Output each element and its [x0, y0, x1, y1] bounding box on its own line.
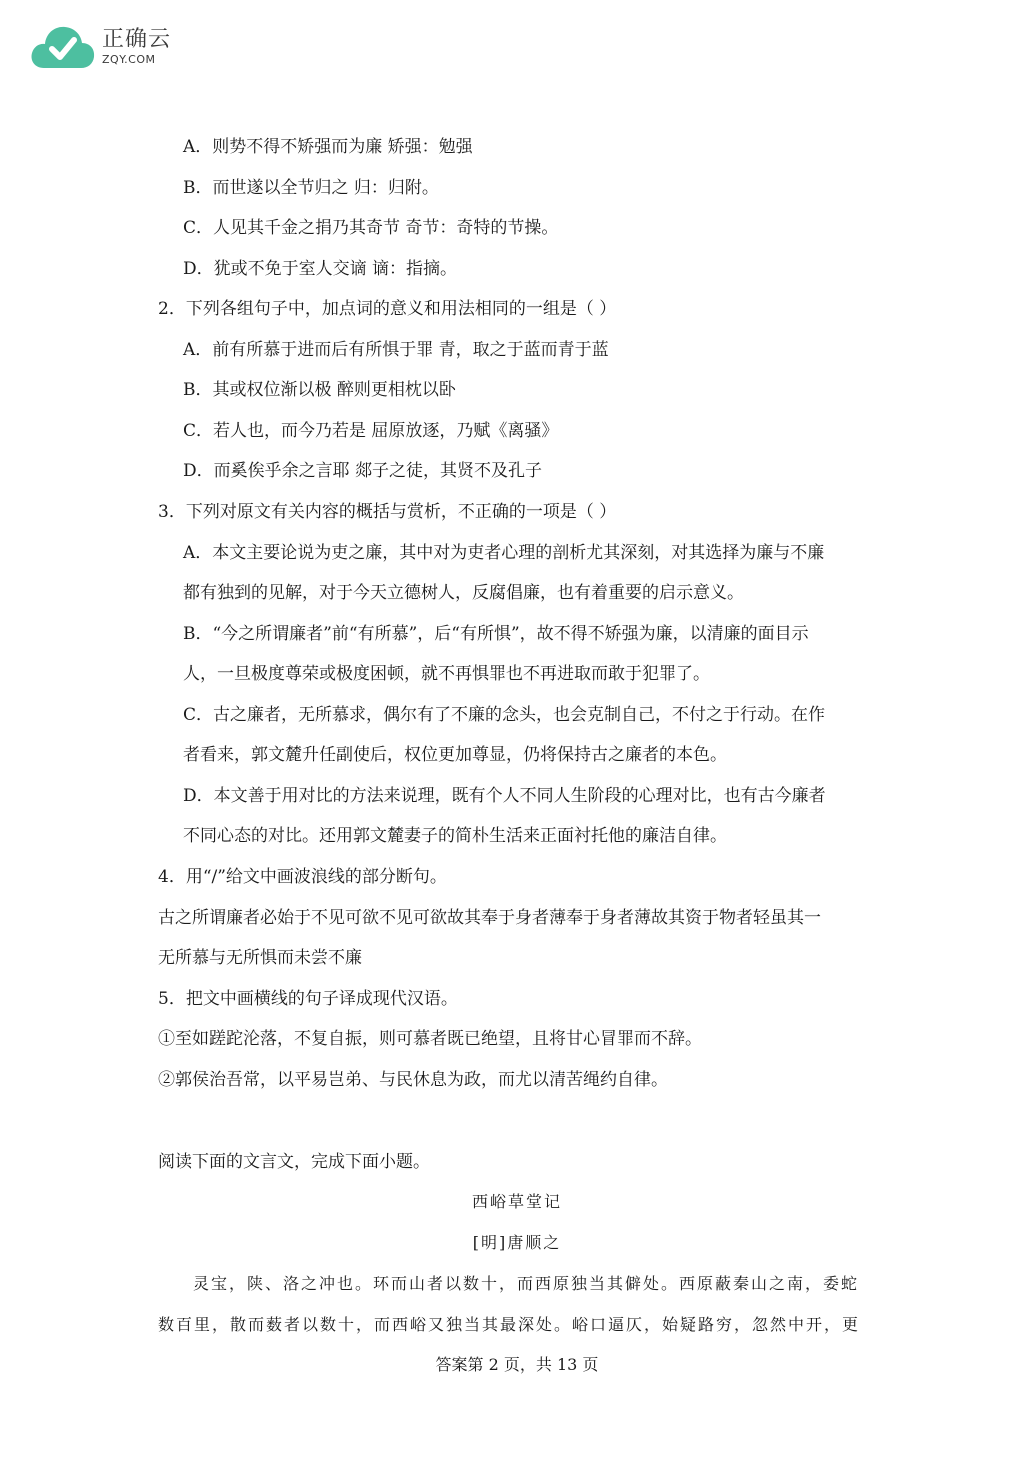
q4-text-line: 古之所谓廉者必始于不见可欲不见可欲故其奉于身者薄奉于身者薄故其资于物者轻虽其一	[158, 908, 821, 928]
q5-stem: 5．把文中画横线的句子译成现代汉语。	[158, 989, 458, 1009]
q4-text-line: 无所慕与无所惧而未尝不廉	[158, 948, 362, 968]
q2-stem: 2．下列各组句子中，加点词的意义和用法相同的一组是（ ）	[158, 299, 617, 319]
q1-option-c: C．人见其千金之捐乃其奇节 奇节：奇特的节操。	[183, 218, 559, 238]
q1-option-d: D．犹或不免于室人交谪 谪：指摘。	[183, 259, 458, 279]
brand-name-cn: 正确云	[102, 27, 172, 52]
q2-option-b: B．其或权位渐以极 醉则更相枕以卧	[183, 380, 456, 400]
q1-option-a: A．则势不得不矫强而为廉 矫强：勉强	[183, 137, 473, 157]
q1-option-b: B．而世遂以全节归之 归：归附。	[183, 178, 439, 198]
q3-line: B．“今之所谓廉者”前“有所慕”，后“有所惧”，故不得不矫强为廉，以清廉的面目示	[183, 624, 809, 644]
q3-line: 人，一旦极度尊荣或极度困顿，就不再惧罪也不再进取而敢于犯罪了。	[183, 664, 710, 684]
q2-option-c: C．若人也，而今乃若是 屈原放逐，乃赋《离骚》	[183, 421, 559, 441]
page-footer: 答案第 2 页，共 13 页	[435, 1355, 599, 1374]
q3-line: 不同心态的对比。还用郭文麓妻子的简朴生活来正面衬托他的廉洁自律。	[183, 826, 727, 846]
q3-line: 都有独到的见解，对于今天立德树人，反腐倡廉，也有着重要的启示意义。	[183, 583, 744, 603]
passage-author: [明]唐顺之	[472, 1233, 562, 1252]
q3-line: D．本文善于用对比的方法来说理，既有个人不同人生阶段的心理对比，也有古今廉者	[183, 786, 826, 806]
passage-title: 西峪草堂记	[471, 1192, 562, 1211]
q4-stem: 4．用“/”给文中画波浪线的部分断句。	[158, 867, 447, 887]
q3-stem: 3．下列对原文有关内容的概括与赏析，不正确的一项是（ ）	[158, 502, 617, 522]
passage-line: 灵宝，陕、洛之冲也。环而山者以数十，而西原独当其僻处。西原蔽秦山之南，委蛇	[193, 1274, 860, 1293]
brand-name-en: ZQY.COM	[102, 53, 156, 66]
q5-item-1: ①至如蹉跎沦落，不复自振，则可慕者既已绝望，且将甘心冒罪而不辞。	[158, 1029, 702, 1049]
cloud-check-icon	[30, 22, 96, 72]
q5-item-2: ②郭侯治吾常，以平易岂弟、与民休息为政，而尤以清苦绳约自律。	[158, 1070, 668, 1090]
passage-line: 数百里，散而薮者以数十，而西峪又独当其最深处。峪口逼仄，始疑路穷，忽然中开，更	[158, 1315, 861, 1334]
q2-option-a: A．前有所慕于进而后有所惧于罪 青，取之于蓝而青于蓝	[183, 340, 609, 360]
q2-option-d: D．而奚俟乎余之言耶 郯子之徒，其贤不及孔子	[183, 461, 543, 481]
q3-line: A．本文主要论说为吏之廉，其中对为吏者心理的剖析尤其深刻，对其选择为廉与不廉	[183, 543, 825, 563]
reading-intro: 阅读下面的文言文，完成下面小题。	[158, 1152, 430, 1172]
brand-logo	[30, 22, 171, 72]
q3-line: 者看来，郭文麓升任副使后，权位更加尊显，仍将保持古之廉者的本色。	[183, 745, 727, 765]
q3-line: C．古之廉者，无所慕求，偶尔有了不廉的念头，也会克制自己，不付之于行动。在作	[183, 705, 826, 725]
